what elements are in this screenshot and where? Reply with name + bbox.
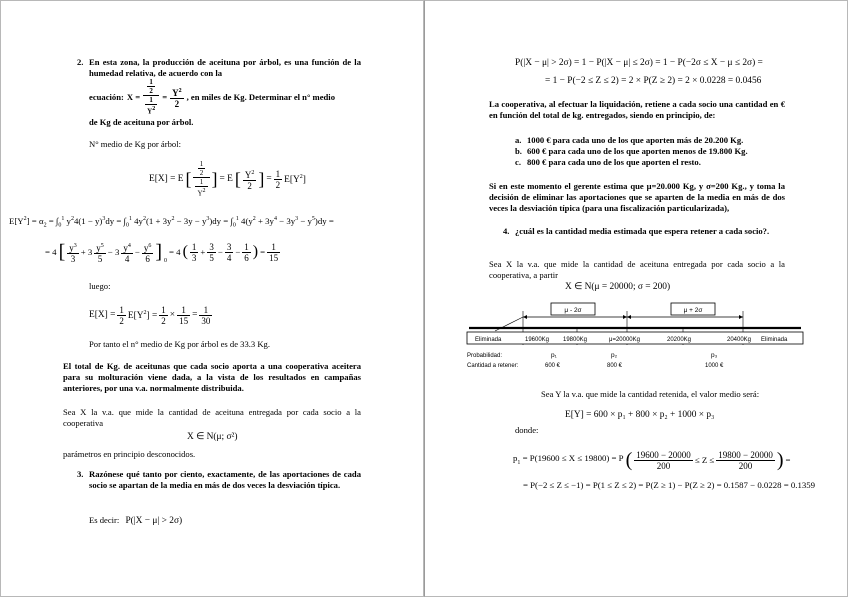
list-item: a. 1000 € para cada uno de los que aporten más de 20.200 Kg. [515, 135, 744, 145]
equation-prob-line2: = 1 − P(−2 ≤ Z ≤ 2) = 2 × P(Z ≥ 2) = 2 × 0.0228 = 0.0456 [545, 76, 762, 86]
label-20200: 20200Kg [667, 337, 692, 343]
nmedio-label: N° medio de Kg por árbol: [89, 139, 181, 149]
amount-800: 800 € [607, 363, 623, 369]
amount-600: 600 € [545, 363, 561, 369]
problem-3-text: Razónese qué tanto por ciento, exactamente, de las aportaciones de cada socio se apartan de la media en más de dos veces la desviación típica. [89, 469, 361, 490]
retention-list [515, 135, 785, 168]
label-20400: 20400Kg [727, 337, 752, 343]
equation-x-normal-params: X ∈ N(μ = 20000; σ = 200) [565, 282, 671, 292]
equation-expected-y: E[Y] = 600 × p₁ + 800 × p₂ + 1000 × p₃ [565, 410, 715, 420]
equation-p1-line1: $p_1 = P(19600 \le X \le 19800) = P$ ( $\frac{19600 - 20000}{200}$ ≤ Z ≤ $\frac{19800 - 20000}{200}$ ) = [513, 449, 791, 471]
problem-4-number: 4. [503, 226, 510, 236]
es-decir-line: Es decir: P(|X − μ| > 2σ) [89, 515, 183, 526]
donde-label: donde: [515, 425, 539, 435]
amount-1000: 1000 € [705, 363, 724, 369]
prob-label: Probabilidad: [467, 353, 503, 359]
arrow-left-head-a [523, 315, 527, 319]
problem-2-text: En esta zona, la producción de aceituna por árbol, es una función de la humedad relativa, de acuerdo con la [89, 57, 361, 78]
equation-x-normal: X ∈ N(μ; σ²) [187, 432, 238, 442]
prob-p2: p₂ [611, 352, 618, 359]
cant-label: Cantidad a retener: [467, 363, 519, 369]
equation-expected-x-result: E[X] = $\frac{1}{2}$ $E[Y^2]$ = $\frac{1}{2}$ × $\frac{1}{15}$ = $\frac{1}{30}$ [89, 304, 211, 326]
luego-label: luego: [89, 281, 111, 291]
gerente-paragraph: Si en este momento el gerente estima que μ=20.000 Kg, y σ=200 Kg., y toma la decisión de eliminar las aportaciones que se aparten de la media en más de dos veces la desviación típica (para una fiscalización particularizada), [489, 181, 785, 213]
left-page [0, 0, 424, 597]
arrow-right-head-b [739, 315, 743, 319]
label-19600: 19600Kg [525, 337, 550, 343]
cooperative-intro-paragraph: El total de Kg. de aceitunas que cada socio aporta a una cooperativa aceitera para su molturación viene dada, a la vista de los resultados en campañas anteriores, por una v.a. normalmente distribuida. [63, 361, 361, 393]
label-eliminada-right: Eliminada [761, 337, 788, 343]
equation-expected-x: E[X] = E [ $\frac{\frac{1}{2}}{\frac{1}{Y^2}}$ ] = E [ $\frac{Y^2}{2}$ ] = $\frac{1}{2}$ $E[Y^2]$ [149, 160, 306, 198]
sea-x-paragraph: Sea X la v.a. que mide la cantidad de aceituna entregada por cada socio a la cooperativa [63, 407, 361, 428]
prob-p3: p₃ [711, 352, 718, 359]
equation-x-of-y: ecuación: X = $\frac{\frac{1}{2}}{\frac{1}{Y^2}}$ = $\frac{Y^2}{2}$ , en miles de Kg. Determinar el n° medio [89, 78, 335, 116]
problem-2-end: de Kg de aceituna por árbol. [89, 117, 194, 127]
conclusion-text: Por tanto el n° medio de Kg por árbol es de 33.3 Kg. [89, 339, 271, 349]
prob-p1: p₁ [551, 352, 557, 359]
problem-3-number: 3. [77, 469, 84, 479]
label-eliminada-left: Eliminada [475, 337, 502, 343]
sea-y-text: Sea Y la v.a. que mide la cantidad retenida, el valor medio será: [541, 389, 760, 399]
label-mu: μ=20000Kg [609, 337, 640, 343]
sea-x2-paragraph: Sea X la v.a. que mide la cantidad de aceituna entregada por cada socio a la cooperativa, a partir [489, 259, 785, 280]
box-right-label: μ + 2σ [683, 307, 703, 314]
problem-2-number: 2. [77, 57, 84, 67]
problem-4-text: ¿cuál es la cantidad media estimada que espera retener a cada socio?. [515, 226, 770, 236]
cooperative-retention-paragraph: La cooperativa, al efectuar la liquidación, retiene a cada socio una cantidad en € en función del total de kg. entregados, siendo en principio, de: [489, 99, 785, 120]
arrow-left-head-b [623, 315, 627, 319]
right-page [424, 0, 848, 597]
label-19800: 19800Kg [563, 337, 588, 343]
equation-prob-line1: P(|X − μ| > 2σ) = 1 − P(|X − μ| ≤ 2σ) = 1 − P(−2σ ≤ X − μ ≤ 2σ) = [515, 58, 763, 68]
list-item: c. 800 € para cada uno de los que aporten el resto. [515, 157, 701, 167]
normal-intervals-diagram [465, 301, 805, 381]
equation-p1-line2: = P(−2 ≤ Z ≤ −1) = P(1 ≤ Z ≤ 2) = P(Z ≥ 1) − P(Z ≥ 2) = 0.1587 − 0.0228 = 0.1359 [523, 480, 816, 490]
parametros-text: parámetros en principio desconocidos. [63, 449, 196, 459]
list-item: b. 600 € para cada uno de los que aporten menos de 19.800 Kg. [515, 146, 748, 156]
equation-integral-result: = 4 [ $\frac{y^3}{3}$ + 3 $\frac{y^5}{5}$ − 3 $\frac{y^4}{4}$ − $\frac{y^6}{6}$ ] 0 = 4 ( $\frac{1}{3}$ + $\frac{3}{5}$ − $\frac{3}{4}$ − $\frac{1}{6}$ ) = $\frac{1}{15}$ [45, 241, 279, 264]
equation-second-moment: $E[Y^2] = \alpha_2 = \int_0^1$ $y^24(1 - y)^3dy = \int_0^1$ $4y^2(1 + 3y^2 - 3y - y^3)dy = \int_0^1$ $4(y^2 + 3y^4 - 3y^3 - y^5)dy$ = [9, 215, 334, 229]
box-left-label: μ - 2σ [564, 307, 582, 314]
arrow-right-head-a [627, 315, 631, 319]
